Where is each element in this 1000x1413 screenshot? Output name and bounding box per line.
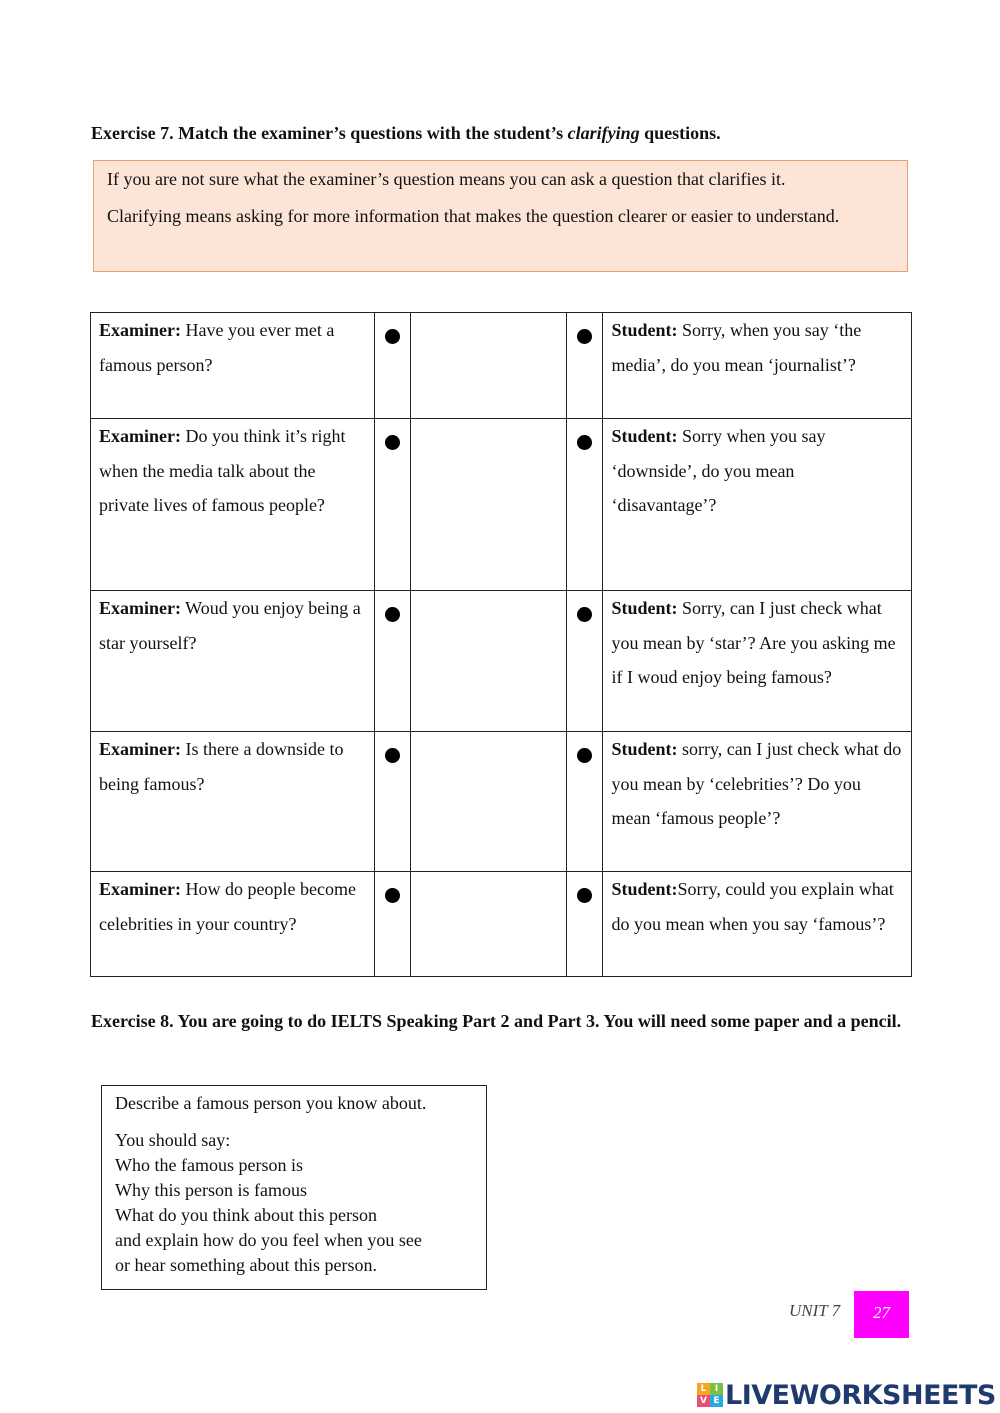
match-dot-right[interactable] <box>577 748 592 763</box>
match-dot-right[interactable] <box>577 329 592 344</box>
table-row <box>91 313 912 419</box>
table-row <box>91 591 912 732</box>
left-match-dot-cell[interactable] <box>374 419 410 591</box>
left-match-dot-cell[interactable] <box>374 872 410 977</box>
matching-gap[interactable] <box>410 419 566 591</box>
right-match-dot-cell[interactable] <box>567 732 603 872</box>
examiner-question: Examiner: How do people become celebrities in your country? <box>91 872 375 977</box>
right-match-dot-cell[interactable] <box>567 591 603 732</box>
student-question: Student: Sorry when you say ‘downside’, do you mean ‘disavantage’? <box>603 419 912 591</box>
student-question: Student: Sorry, can I just check what you mean by ‘star’? Are you asking me if I woud enjoy being famous? <box>603 591 912 732</box>
unit-label: UNIT 7 <box>789 1301 841 1320</box>
liveworksheets-logo-icon: L I V E <box>697 1383 723 1407</box>
task-card-intro: Describe a famous person you know about. <box>115 1093 427 1113</box>
matching-gap[interactable] <box>410 732 566 872</box>
left-match-dot-cell[interactable] <box>374 313 410 419</box>
matching-gap[interactable] <box>410 872 566 977</box>
match-dot-left[interactable] <box>385 607 400 622</box>
task-card-line: Who the famous person is <box>115 1155 303 1175</box>
task-card-line: and explain how do you feel when you see <box>115 1230 422 1250</box>
matching-table <box>90 312 912 977</box>
student-question: Student:Sorry, could you explain what do you mean when you say ‘famous’? <box>603 872 912 977</box>
task-card-line: You should say: <box>115 1130 231 1150</box>
match-dot-right[interactable] <box>577 888 592 903</box>
match-dot-right[interactable] <box>577 435 592 450</box>
match-dot-right[interactable] <box>577 607 592 622</box>
task-card-line: or hear something about this person. <box>115 1255 377 1275</box>
right-match-dot-cell[interactable] <box>567 419 603 591</box>
match-dot-left[interactable] <box>385 329 400 344</box>
match-dot-left[interactable] <box>385 748 400 763</box>
examiner-question: Examiner: Woud you enjoy being a star yourself? <box>91 591 375 732</box>
note-paragraph-1: If you are not sure what the examiner’s question means you can ask a question that clarifies it. <box>107 169 786 189</box>
task-card-line: Why this person is famous <box>115 1180 307 1200</box>
note-paragraph-2: Clarifying means asking for more information that makes the question clearer or easier to understand. <box>107 206 840 226</box>
table-row <box>91 872 912 977</box>
examiner-question: Examiner: Do you think it’s right when the media talk about the private lives of famous people? <box>91 419 375 591</box>
clarifying-word: clarifying <box>567 123 640 143</box>
left-match-dot-cell[interactable] <box>374 591 410 732</box>
left-match-dot-cell[interactable] <box>374 732 410 872</box>
instruction-note-box <box>93 160 908 272</box>
table-row <box>91 419 912 591</box>
matching-gap[interactable] <box>410 313 566 419</box>
liveworksheets-wordmark: LIVEWORKSHEETS <box>725 1379 996 1411</box>
table-row <box>91 732 912 872</box>
match-dot-left[interactable] <box>385 435 400 450</box>
examiner-question: Examiner: Have you ever met a famous person? <box>91 313 375 419</box>
right-match-dot-cell[interactable] <box>567 313 603 419</box>
task-card-line: What do you think about this person <box>115 1205 377 1225</box>
student-question: Student: sorry, can I just check what do you mean by ‘celebrities’? Do you mean ‘famous people’? <box>603 732 912 872</box>
match-dot-left[interactable] <box>385 888 400 903</box>
exercise-8-title: Exercise 8. You are going to do IELTS Speaking Part 2 and Part 3. You will need some paper and a pencil. <box>91 1011 902 1031</box>
liveworksheets-logo[interactable] <box>697 1378 996 1412</box>
exercise-7-title: Exercise 7. Match the examiner’s questions with the student’s clarifying questions. <box>91 123 721 143</box>
examiner-question: Examiner: Is there a downside to being famous? <box>91 732 375 872</box>
task-card-prompts <box>115 1128 474 1278</box>
speaking-task-card <box>101 1085 487 1290</box>
student-question: Student: Sorry, when you say ‘the media’, do you mean ‘journalist’? <box>603 313 912 419</box>
page-number-badge: 27 <box>854 1291 909 1338</box>
right-match-dot-cell[interactable] <box>567 872 603 977</box>
matching-gap[interactable] <box>410 591 566 732</box>
